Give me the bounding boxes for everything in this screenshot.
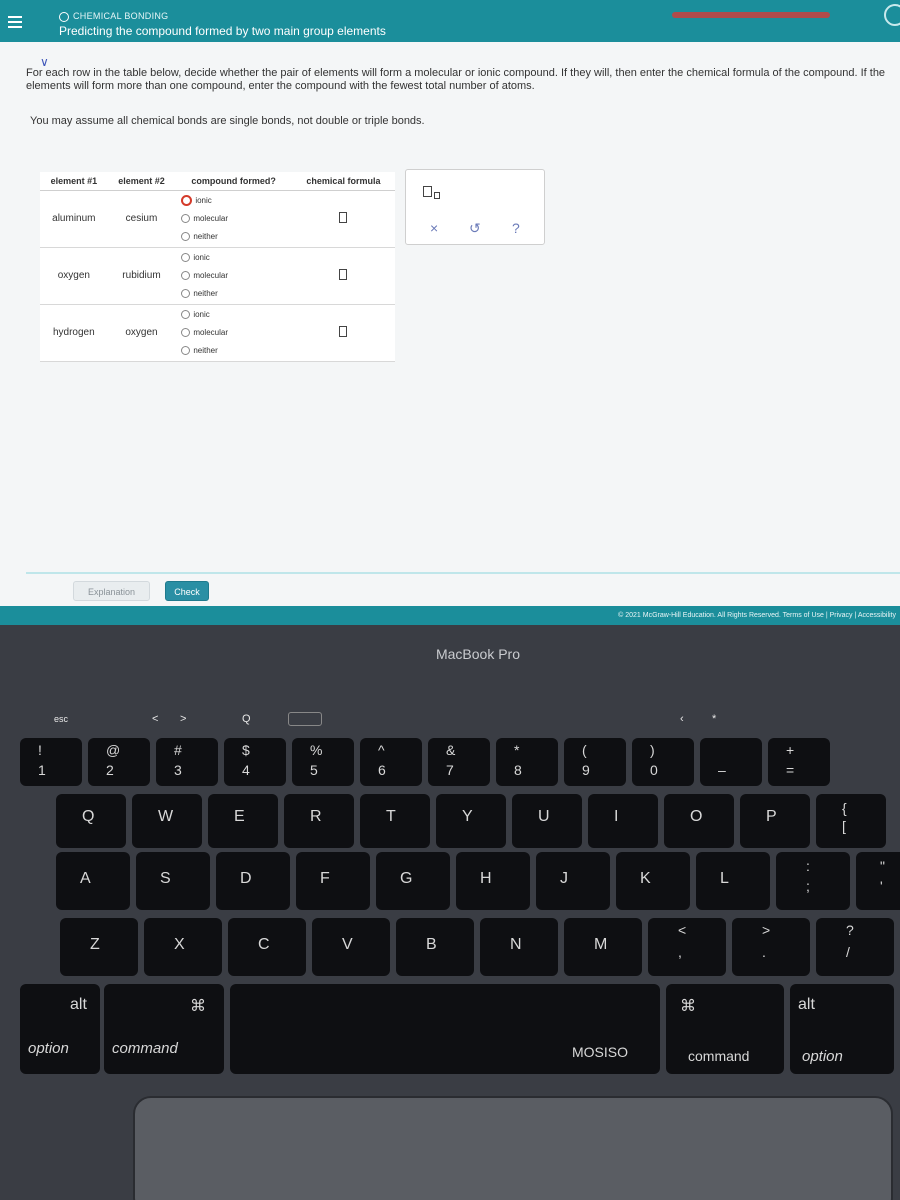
key-j[interactable] [536,852,610,910]
key-label: ( [582,742,587,758]
key-–[interactable] [700,738,762,786]
formula-cell [292,304,395,361]
compound-options [175,190,292,247]
page-title: Predicting the compound formed by two main group elements [59,24,386,38]
key-label: J [560,870,568,887]
key-w[interactable] [132,794,202,848]
collapse-chevron-icon[interactable]: ∨ [40,55,49,69]
table-header-row [40,172,395,190]
elements-table [40,172,395,362]
key-space[interactable] [230,984,660,1074]
radio-button[interactable] [181,346,190,355]
element-2-cell: oxygen [108,304,176,361]
option-label: neither [193,231,218,241]
explanation-button[interactable]: Explanation [73,581,150,601]
touch-bar [40,706,900,732]
key-label: Q [82,808,95,825]
key-label: = [786,762,795,778]
touchbar-brightness-down[interactable]: ‹ [680,713,684,725]
touchbar-esc[interactable]: esc [54,714,69,724]
key-2[interactable] [88,738,150,786]
key-7[interactable] [428,738,490,786]
radio-button[interactable] [181,271,190,280]
key-y[interactable] [436,794,506,848]
element-1-cell: hydrogen [40,304,108,361]
key-label: 7 [446,762,454,778]
element-1-cell: oxygen [40,247,108,304]
radio-button[interactable] [181,289,190,298]
radio-button[interactable] [181,214,190,223]
key-6[interactable] [360,738,422,786]
touchbar-tab-thumb[interactable] [288,712,322,726]
key-label: option [28,1040,69,1057]
key-q[interactable] [56,794,126,848]
key-label: – [718,762,726,778]
key-label: D [240,870,252,887]
key-3[interactable] [156,738,218,786]
key-a[interactable] [56,852,130,910]
clear-icon[interactable]: × [430,220,439,236]
header-compound-formed: compound formed? [175,172,292,190]
key-label: ⌘ [680,998,696,1015]
key-label: [ [842,818,846,834]
key-label: C [258,936,270,953]
key-label: U [538,808,550,825]
key-label: Y [462,808,473,825]
key-label: B [426,936,437,953]
header-element-2: element #2 [108,172,176,190]
option-molecular[interactable] [181,267,292,285]
option-molecular[interactable] [181,324,292,342]
trackpad[interactable] [133,1096,893,1200]
key-label: S [160,870,171,887]
radio-button[interactable] [181,253,190,262]
key-label: , [678,944,682,960]
key-i[interactable] [588,794,658,848]
key-punct[interactable] [816,918,894,976]
option-neither[interactable] [181,285,292,303]
option-label: molecular [193,213,228,223]
radio-button[interactable] [181,195,192,206]
key-label: : [806,858,810,874]
element-1-cell: aluminum [40,190,108,247]
option-label: ionic [195,195,212,205]
key-label: 9 [582,762,590,778]
copyright-text: © 2021 McGraw-Hill Education. All Rights Reserved. Terms of Use | Privacy | Accessibility [618,612,896,619]
key-label: ^ [378,742,385,758]
key-c[interactable] [228,918,306,976]
key-s[interactable] [136,852,210,910]
radio-button[interactable] [181,310,190,319]
key-h[interactable] [456,852,530,910]
key-=[interactable] [768,738,830,786]
key-label: { [842,800,847,816]
key-0[interactable] [632,738,694,786]
key-label: > [762,922,771,938]
option-label: ionic [193,252,210,262]
key-label: 5 [310,762,318,778]
key-label: command [112,1040,178,1057]
key-label: & [446,742,456,758]
key-d[interactable] [216,852,290,910]
key-label: ) [650,742,655,758]
key-label: R [310,808,322,825]
key-o[interactable] [664,794,734,848]
table-row [40,190,395,247]
key-punct[interactable] [648,918,726,976]
key-label: # [174,742,182,758]
key-b[interactable] [396,918,474,976]
key-label: alt [70,996,87,1013]
touchbar-search-icon[interactable]: Q [242,713,251,725]
key-label: 1 [38,762,46,778]
option-neither[interactable] [181,228,292,246]
key-m[interactable] [564,918,642,976]
touchbar-forward[interactable]: > [180,713,187,725]
key-label: L [720,870,729,887]
hamburger-menu-icon[interactable] [8,16,22,30]
key-4[interactable] [224,738,286,786]
table-row [40,247,395,304]
formula-input[interactable] [339,212,347,223]
footer-divider [26,572,900,574]
header-element-1: element #1 [40,172,108,190]
formula-input[interactable] [339,269,347,280]
key-label: I [614,808,619,825]
key-r[interactable] [284,794,354,848]
key-label: $ [242,742,250,758]
element-2-cell: cesium [108,190,176,247]
radio-button[interactable] [181,328,190,337]
key-label: H [480,870,492,887]
element-2-cell: rubidium [108,247,176,304]
key-p[interactable] [740,794,810,848]
key-x[interactable] [144,918,222,976]
option-ionic[interactable] [181,192,292,210]
key-label: ; [806,878,810,894]
key-u[interactable] [512,794,582,848]
key-command-left[interactable] [104,984,224,1074]
key-label: F [320,870,330,887]
check-button[interactable]: Check [165,581,209,601]
key-label: / [846,944,850,960]
key-label: . [762,944,766,960]
key-label: 2 [106,762,114,778]
header-chemical-formula: chemical formula [292,172,395,190]
table-row [40,304,395,361]
key-v[interactable] [312,918,390,976]
assumption-text: You may assume all chemical bonds are single bonds, not double or triple bonds. [30,115,425,127]
progress-fill [672,12,830,18]
option-label: ionic [193,309,210,319]
key-g[interactable] [376,852,450,910]
key-label: MOSISO [572,1044,629,1060]
formula-cell [292,247,395,304]
assignment-header [0,0,900,42]
key-8[interactable] [496,738,558,786]
instructions-text: For each row in the table below, decide whether the pair of elements will form a molecular or ionic compound. If they will, then enter the chemical formula of the compound. If the elements will form more than one compound, enter the compound with the fewest total number of atoms. [26,67,886,92]
key-label: V [342,936,353,953]
touchbar-brightness-up[interactable]: * [712,713,717,725]
formula-input[interactable] [339,326,347,337]
option-label: neither [193,345,218,355]
key-f[interactable] [296,852,370,910]
key-e[interactable] [208,794,278,848]
option-neither[interactable] [181,342,292,360]
key-label: < [678,922,687,938]
key-label: 4 [242,762,250,778]
key-label: alt [798,996,815,1013]
key-label: O [690,808,703,825]
key-label: X [174,936,185,953]
key-label: ⌘ [190,998,206,1015]
key-label: + [786,742,795,758]
subscript-icon[interactable] [423,186,441,200]
progress-bar [672,12,830,18]
key-option-right[interactable] [790,984,894,1074]
key-n[interactable] [480,918,558,976]
option-label: neither [193,288,218,298]
key-quote[interactable] [856,852,900,910]
key-1[interactable] [20,738,82,786]
model-text: MacBook Pro [435,646,521,662]
key-label: * [514,742,520,758]
option-molecular[interactable] [181,210,292,228]
key-label: " [880,858,885,874]
key-label: ' [880,878,883,894]
formula-cell [292,190,395,247]
key-label: E [234,808,245,825]
option-ionic[interactable] [181,306,292,324]
key-label: K [640,870,651,887]
key-bracket[interactable] [816,794,886,848]
option-label: molecular [193,327,228,337]
undo-icon[interactable]: ↺ [469,220,481,236]
key-label: % [310,742,323,758]
laptop-model-label [0,646,900,662]
status-circle-icon[interactable] [884,4,900,26]
compound-options [175,304,292,361]
key-command-right[interactable] [666,984,784,1074]
key-label: A [80,870,91,887]
key-k[interactable] [616,852,690,910]
key-label: command [688,1048,750,1064]
key-option-left[interactable] [20,984,100,1074]
key-label: @ [106,742,121,758]
formula-tools-panel [405,169,545,245]
key-t[interactable] [360,794,430,848]
key-label: W [158,808,174,825]
touchbar-back[interactable]: < [152,713,159,725]
compound-options [175,247,292,304]
key-label: ? [846,922,854,938]
key-label: G [400,870,413,887]
key-z[interactable] [60,918,138,976]
key-label: 6 [378,762,386,778]
key-label: 3 [174,762,182,778]
key-semicolon[interactable] [776,852,850,910]
radio-button[interactable] [181,232,190,241]
footer-bar [0,606,900,625]
key-5[interactable] [292,738,354,786]
key-label: option [802,1048,843,1065]
topic-circle-icon [59,12,69,22]
key-label: N [510,936,522,953]
option-label: molecular [193,270,228,280]
key-label: M [594,936,608,953]
topic-breadcrumb: CHEMICAL BONDING [73,11,169,21]
key-label: ! [38,742,42,758]
key-label: T [386,808,396,825]
help-icon[interactable]: ? [512,220,520,236]
key-label: P [766,808,777,825]
key-l[interactable] [696,852,770,910]
key-9[interactable] [564,738,626,786]
key-punct[interactable] [732,918,810,976]
key-label: 8 [514,762,522,778]
key-label: Z [90,936,100,953]
key-label: 0 [650,762,658,778]
option-ionic[interactable] [181,249,292,267]
